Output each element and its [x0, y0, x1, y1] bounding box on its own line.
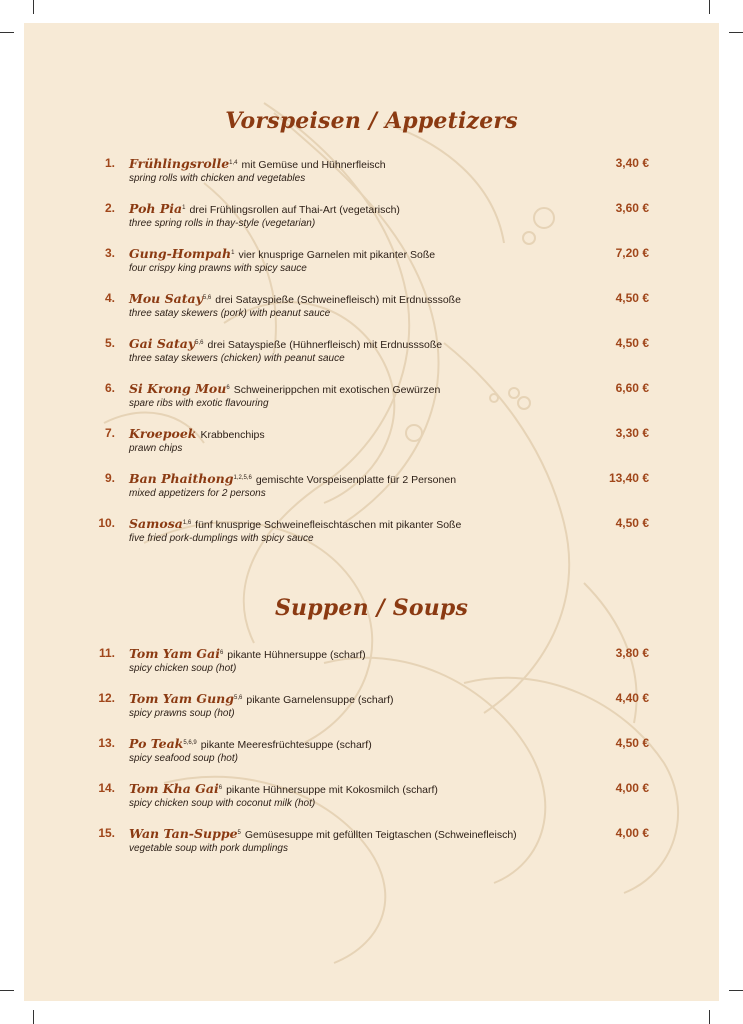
item-description-en: vegetable soup with pork dumplings	[129, 843, 288, 854]
allergen-codes: 1	[182, 204, 186, 211]
item-number: 10.	[98, 516, 115, 530]
allergen-codes: 6	[218, 784, 223, 791]
item-line	[129, 201, 400, 216]
item-price: 4,40 €	[615, 691, 649, 705]
item-description-en: spicy seafood soup (hot)	[129, 753, 238, 764]
item-price: 3,30 €	[615, 426, 649, 440]
item-name: Po Teak	[129, 736, 184, 751]
item-price: 4,50 €	[615, 736, 649, 750]
item-line	[129, 291, 461, 306]
item-line	[129, 426, 265, 441]
menu-item	[24, 291, 719, 331]
item-description-de: drei Satayspieße (Schweinefleisch) mit Erdnusssoße	[215, 294, 461, 306]
item-name: Poh Pia	[129, 201, 183, 216]
item-price: 4,50 €	[615, 291, 649, 305]
item-price: 13,40 €	[608, 471, 649, 485]
item-number: 1.	[104, 156, 115, 170]
item-description-en: prawn chips	[129, 443, 183, 454]
item-line	[129, 646, 366, 661]
item-name: Kroepoek	[129, 426, 197, 441]
crop-mark	[709, 0, 710, 14]
item-description-de: vier knusprige Garnelen mit pikanter Soße	[238, 249, 436, 261]
item-price: 4,00 €	[615, 781, 649, 795]
item-description-en: spicy chicken soup with coconut milk (hot)	[129, 798, 316, 809]
soups-heading: Suppen / Soups	[274, 595, 469, 621]
item-description-de: pikante Hühnersuppe (scharf)	[227, 649, 366, 661]
menu-item	[24, 246, 719, 286]
allergen-codes: 1,6	[182, 519, 192, 526]
menu-item	[24, 736, 719, 776]
menu-item	[24, 381, 719, 421]
allergen-codes: 6	[219, 649, 224, 656]
item-line	[129, 246, 435, 261]
item-description-en: spicy prawns soup (hot)	[129, 708, 235, 719]
item-price: 4,50 €	[615, 336, 649, 350]
item-name: Tom Yam Gung	[129, 691, 235, 706]
item-description-de: Schweinerippchen mit exotischen Gewürzen	[233, 384, 441, 396]
item-number: 4.	[104, 291, 115, 305]
item-price: 3,60 €	[615, 201, 649, 215]
item-number: 5.	[104, 336, 115, 350]
item-price: 7,20 €	[615, 246, 649, 260]
allergen-codes: 5	[237, 829, 241, 836]
item-line	[129, 471, 456, 486]
item-description-en: four crispy king prawns with spicy sauce	[129, 263, 307, 274]
item-description-de: drei Frühlingsrollen auf Thai-Art (vegetarisch)	[189, 204, 400, 216]
item-number: 12.	[98, 691, 115, 705]
item-description-en: three satay skewers (chicken) with peanut sauce	[129, 353, 345, 364]
item-number: 14.	[98, 781, 115, 795]
appetizers-heading: Vorspeisen / Appetizers	[225, 108, 518, 134]
item-price: 4,50 €	[615, 516, 649, 530]
crop-mark	[729, 32, 743, 33]
item-description-de: pikante Meeresfrüchtesuppe (scharf)	[200, 739, 372, 751]
item-description-en: spicy chicken soup (hot)	[129, 663, 237, 674]
item-price: 4,00 €	[615, 826, 649, 840]
menu-item	[24, 156, 719, 196]
menu-item	[24, 201, 719, 241]
menu-item	[24, 691, 719, 731]
item-number: 15.	[98, 826, 115, 840]
item-description-de: fünf knusprige Schweinefleischtaschen mit pikanter Soße	[195, 519, 462, 531]
item-line	[129, 516, 461, 531]
item-description-en: three spring rolls in thay-style (vegetarian)	[129, 218, 316, 229]
item-price: 6,60 €	[615, 381, 649, 395]
item-description-de: pikante Hühnersuppe mit Kokosmilch (scharf)	[226, 784, 438, 796]
item-description-en: spare ribs with exotic flavouring	[129, 398, 269, 409]
item-line	[129, 381, 440, 396]
allergen-codes: 5,6	[195, 339, 204, 346]
item-description-de: mit Gemüse und Hühnerfleisch	[241, 159, 386, 171]
menu-item	[24, 646, 719, 686]
item-number: 6.	[104, 381, 115, 395]
item-description-de: Krabbenchips	[200, 429, 265, 441]
item-number: 7.	[104, 426, 115, 440]
item-name: Mou Satay	[129, 291, 203, 306]
item-line	[129, 736, 372, 751]
item-description-de: Gemüsesuppe mit gefüllten Teigtaschen (Schweinefleisch)	[244, 829, 517, 841]
crop-mark	[33, 1010, 34, 1024]
menu-item	[24, 426, 719, 466]
item-name: Gai Satay	[129, 336, 196, 351]
allergen-codes: 5,6	[234, 694, 243, 701]
item-description-de: drei Satayspieße (Hühnerfleisch) mit Erdnusssoße	[207, 339, 443, 351]
item-name: Si Krong Mou	[129, 381, 227, 396]
menu-item	[24, 471, 719, 511]
allergen-codes: 1,2,5,6	[233, 474, 252, 481]
allergen-codes: 5,6,9	[183, 739, 197, 746]
item-line	[129, 826, 517, 841]
item-line	[129, 156, 386, 171]
menu-item	[24, 516, 719, 556]
item-description-en: three satay skewers (pork) with peanut sauce	[129, 308, 331, 319]
item-description-en: spring rolls with chicken and vegetables	[129, 173, 306, 184]
item-number: 3.	[104, 246, 115, 260]
item-description-de: pikante Garnelensuppe (scharf)	[246, 694, 394, 706]
item-name: Tom Yam Gai	[129, 646, 220, 661]
menu-page	[24, 23, 719, 1001]
crop-mark	[0, 990, 14, 991]
allergen-codes: 1	[231, 249, 235, 256]
crop-mark	[729, 990, 743, 991]
item-number: 2.	[104, 201, 115, 215]
item-number: 11.	[98, 646, 115, 660]
item-name: Gung-Hompah	[129, 246, 232, 261]
crop-mark	[0, 32, 14, 33]
allergen-codes: 5,6	[202, 294, 212, 301]
item-price: 3,80 €	[615, 646, 649, 660]
item-number: 9.	[104, 471, 115, 485]
menu-item	[24, 826, 719, 866]
menu-item	[24, 781, 719, 821]
allergen-codes: 6	[226, 384, 230, 391]
item-description-de: gemischte Vorspeisenplatte für 2 Personen	[255, 474, 457, 486]
item-description-en: five fried pork-dumplings with spicy sauce	[129, 533, 314, 544]
item-number: 13.	[98, 736, 115, 750]
allergen-codes: 1,4	[229, 159, 238, 166]
crop-mark	[33, 0, 34, 14]
item-name: Wan Tan-Suppe	[129, 826, 238, 841]
item-line	[129, 781, 438, 796]
item-name: Samosa	[129, 516, 183, 531]
item-line	[129, 336, 442, 351]
item-name: Frühlingsrolle	[129, 156, 230, 171]
item-price: 3,40 €	[615, 156, 649, 170]
item-description-en: mixed appetizers for 2 persons	[129, 488, 266, 499]
item-name: Ban Phaithong	[129, 471, 234, 486]
menu-item	[24, 336, 719, 376]
item-name: Tom Kha Gai	[129, 781, 219, 796]
item-line	[129, 691, 393, 706]
crop-mark	[709, 1010, 710, 1024]
